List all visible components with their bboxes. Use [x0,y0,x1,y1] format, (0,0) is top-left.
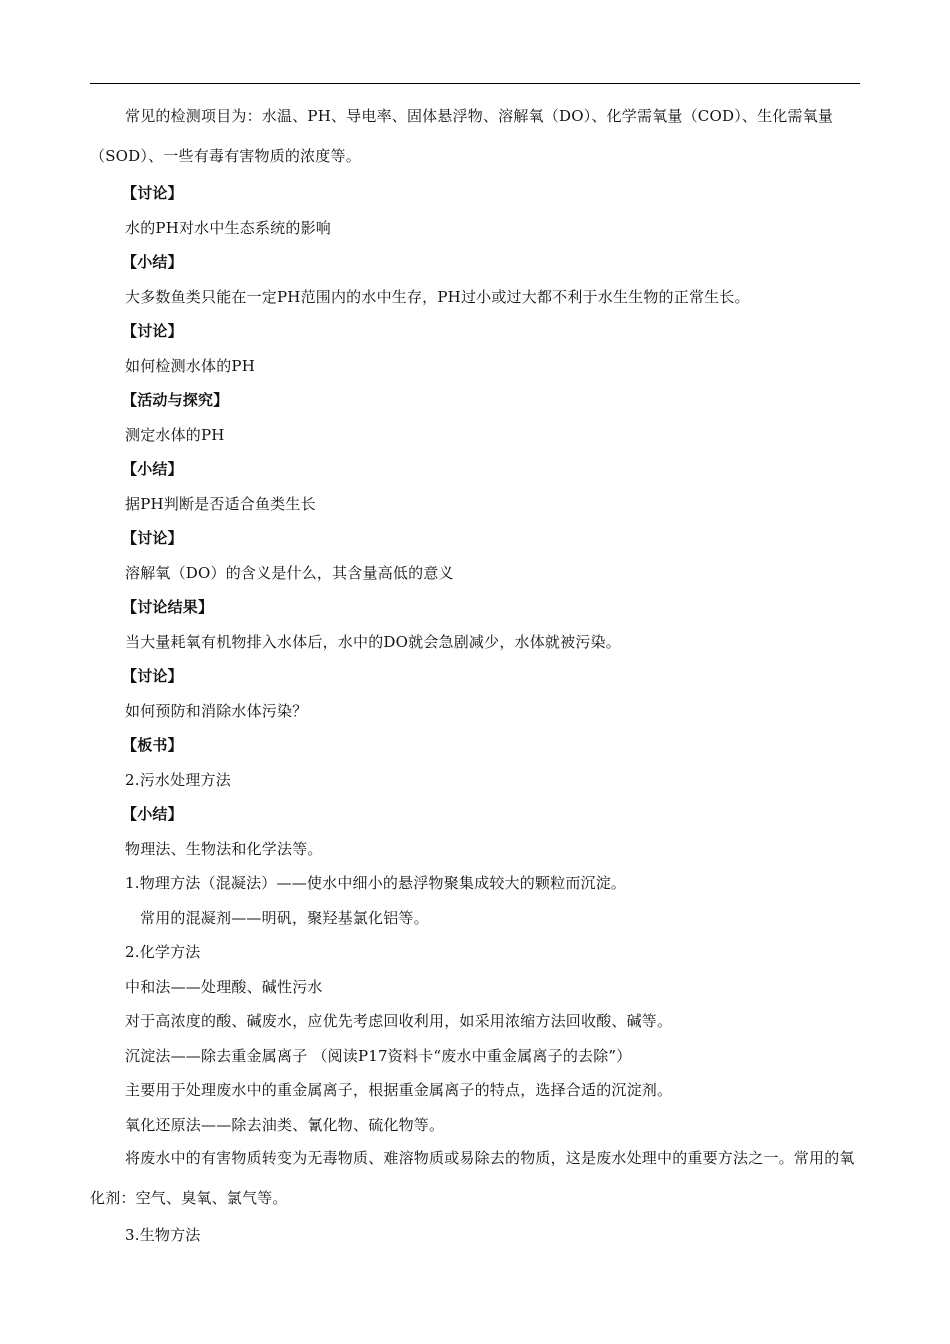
body-line: 水的PH对水中生态系统的影响 [125,218,331,237]
body-line: 1.物理方法（混凝法）——使水中细小的悬浮物聚集成较大的颗粒而沉淀。 [125,874,627,892]
section-heading: 【小结】 [122,460,183,478]
document-body [90,96,865,1253]
section-heading: 【板书】 [122,736,183,754]
section-heading: 【讨论】 [122,184,183,202]
body-line: 当大量耗氧有机物排入水体后，水中的DO就会急剧减少，水体就被污染。 [125,632,621,651]
body-paragraph: 将废水中的有害物质转变为无毒物质、难溶物质或易除去的物质，这是废水处理中的重要方法之一。常用的氧化剂：空气、臭氧、氯气等。 [90,1149,855,1207]
section-heading: 【活动与探究】 [122,391,229,409]
body-line: 对于高浓度的酸、碱废水，应优先考虑回收利用，如采用浓缩方法回收酸、碱等。 [125,1012,673,1030]
body-paragraph: 常见的检测项目为：水温、PH、导电率、固体悬浮物、溶解氧（DO）、化学需氧量（COD）、生化需氧量（SOD）、一些有毒有害物质的浓度等。 [90,107,834,165]
body-line: 常用的混凝剂——明矾，聚羟基氯化铝等。 [140,908,429,927]
body-line: 3.生物方法 [125,1226,201,1244]
body-line: 主要用于处理废水中的重金属离子，根据重金属离子的特点，选择合适的沉淀剂。 [125,1081,673,1099]
section-heading: 【讨论】 [122,667,183,685]
body-line: 如何检测水体的PH [125,356,255,375]
body-line: 测定水体的PH [125,425,225,444]
body-line: 沉淀法——除去重金属离子 （阅读P17资料卡“废水中重金属离子的去除”） [125,1046,632,1065]
section-heading: 【讨论】 [122,322,183,340]
body-line: 据PH判断是否适合鱼类生长 [125,494,316,513]
body-line: 如何预防和消除水体污染？ [125,701,308,720]
body-line: 溶解氧（DO）的含义是什么，其含量高低的意义 [125,563,454,582]
section-heading: 【小结】 [122,253,183,271]
body-line: 中和法——处理酸、碱性污水 [125,977,323,996]
section-heading: 【小结】 [122,805,183,823]
body-line: 2.污水处理方法 [125,770,231,789]
section-heading: 【讨论结果】 [122,598,214,616]
body-line: 物理法、生物法和化学法等。 [125,839,323,858]
body-line: 氧化还原法——除去油类、氰化物、硫化物等。 [125,1115,445,1134]
body-line: 2.化学方法 [125,943,201,961]
header-rule [90,83,860,84]
section-heading: 【讨论】 [122,529,183,547]
body-line: 大多数鱼类只能在一定PH范围内的水中生存，PH过小或过大都不利于水生生物的正常生长。 [125,287,750,306]
